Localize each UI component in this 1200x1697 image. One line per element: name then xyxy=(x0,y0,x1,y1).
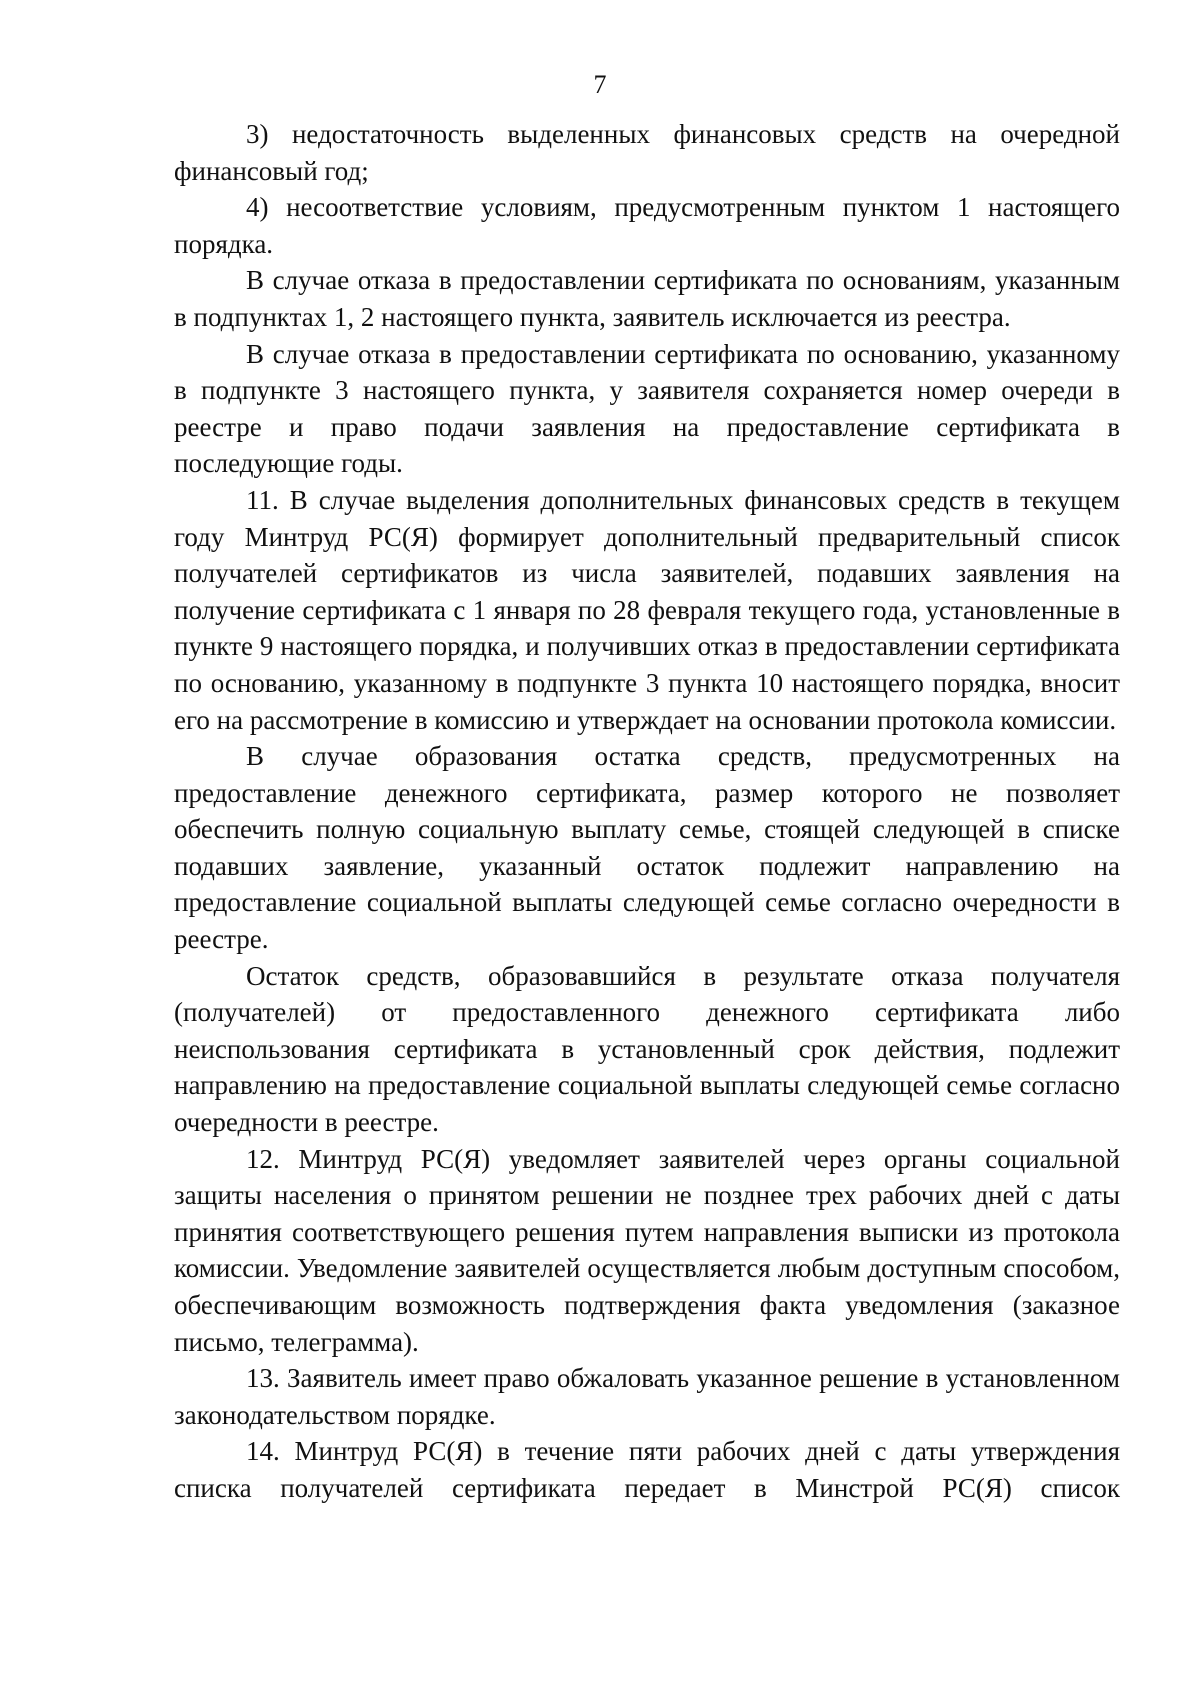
paragraph-subitem-3: 3) недостаточность выделенных финансовых средств на очередной финансовый год; xyxy=(174,119,1120,186)
paragraph-subitem-4: 4) несоответствие условиям, предусмотренным пунктом 1 настоящего порядка. xyxy=(174,192,1120,259)
paragraph-item-14: 14. Минтруд РС(Я) в течение пяти рабочих дней с даты утверждения списка получателей сертификата передает в Минстрой РС(Я) список xyxy=(174,1436,1120,1503)
paragraph-remaining-funds: В случае образования остатка средств, предусмотренных на предоставление денежного сертификата, размер которого не позволяет обеспечить полную социальную выплату семье, стоящей следующей в списке подавших заявление, указанный остаток подлежит направлению на предоставление социальной выплаты следующей семье согласно очередности в реестре. xyxy=(174,741,1120,955)
paragraph-item-11: 11. В случае выделения дополнительных финансовых средств в текущем году Минтруд РС(Я) формирует дополнительный предварительный список получателей сертификатов из числа заявителей, подавших заявления на получение сертификата с 1 января по 28 февраля текущего года, установленные в пункте 9 настоящего порядка, и получивших отказ в предоставлении сертификата по основанию, указанному в подпункте 3 пункта 10 настоящего порядка, вносит его на рассмотрение в комиссию и утверждает на основании протокола комиссии. xyxy=(174,484,1120,735)
paragraph-item-12: 12. Минтруд РС(Я) уведомляет заявителей через органы социальной защиты населения о принятом решении не позднее трех рабочих дней с даты принятия соответствующего решения путем направления выписки из протокола комиссии. Уведомление заявителей осуществляется любым доступным способом, обеспечивающим возможность подтверждения факта уведомления (заказное письмо, телеграмма). xyxy=(174,1143,1120,1357)
paragraph-remaining-funds-refusal: Остаток средств, образовавшийся в результате отказа получателя (получателей) от предоставленного денежного сертификата либо неиспользования сертификата в установленный срок действия, подлежит направлению на предоставление социальной выплаты следующей семье согласно очередности в реестре. xyxy=(174,960,1120,1138)
paragraph-item-13: 13. Заявитель имеет право обжаловать указанное решение в установленном законодательством порядке. xyxy=(174,1363,1120,1430)
paragraph-refusal-queue: В случае отказа в предоставлении сертификата по основанию, указанному в подпункте 3 настоящего пункта, у заявителя сохраняется номер очереди в реестре и право подачи заявления на предоставление сертификата в последующие годы. xyxy=(174,338,1120,479)
page-number: 7 xyxy=(593,70,607,99)
paragraph-refusal-exclusion: В случае отказа в предоставлении сертификата по основаниям, указанным в подпунктах 1, 2 настоящего пункта, заявитель исключается из реестра. xyxy=(174,265,1120,332)
document-body xyxy=(174,116,1120,1507)
